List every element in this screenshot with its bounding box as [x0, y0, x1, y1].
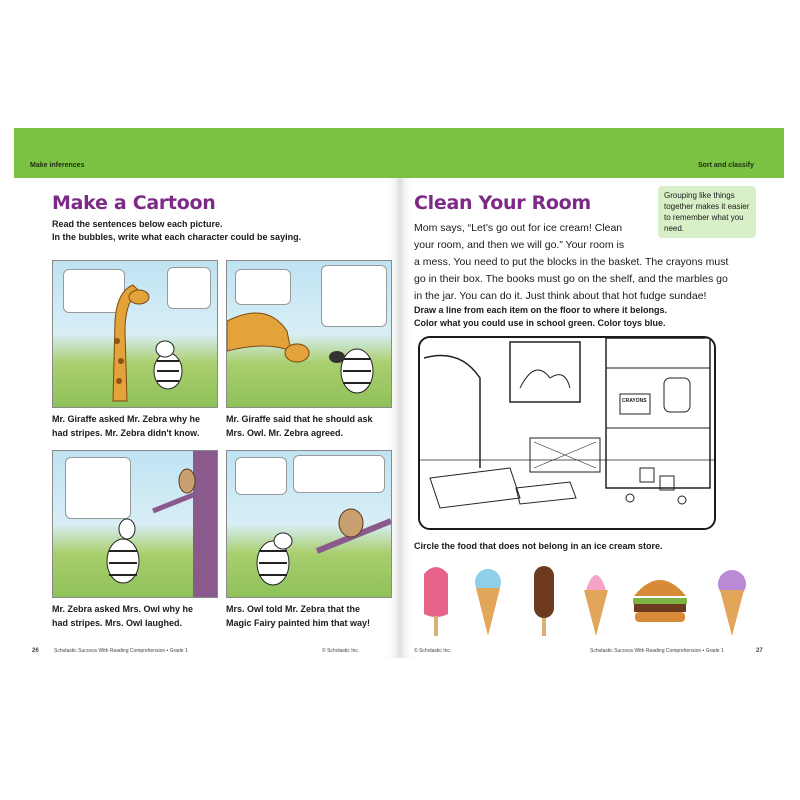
- caption-line: Mrs. Owl told Mr. Zebra that the: [226, 604, 361, 614]
- food-row: [416, 560, 766, 640]
- messy-room-illustration: [418, 336, 716, 530]
- chocolate-bar-icon: [524, 560, 564, 640]
- right-page-title: Clean Your Room: [414, 192, 591, 214]
- caption-line: Mr. Giraffe asked Mr. Zebra why he: [52, 414, 201, 424]
- popsicle-icon: [416, 560, 456, 640]
- zebra-owl-illustration: [53, 451, 217, 597]
- left-page-number: 26: [32, 648, 39, 654]
- instruction-line: In the bubbles, write what each character could be saying.: [52, 232, 302, 242]
- left-page: [14, 128, 400, 658]
- cartoon-panel-4: [226, 450, 392, 598]
- room-line-art: [420, 338, 714, 528]
- caption-panel-3: [52, 602, 220, 630]
- instruction-line: Color what you could use in school green. Color toys blue.: [414, 318, 666, 328]
- giraffe-zebra-illustration: [53, 261, 217, 407]
- instruction-line: Read the sentences below each picture.: [52, 219, 223, 229]
- left-section-label: Make inferences: [30, 162, 85, 169]
- instruction-line: Draw a line from each item on the floor to where it belongs.: [414, 305, 668, 315]
- right-copyright: © Scholastic Inc.: [414, 648, 452, 654]
- right-header-band: [400, 128, 784, 178]
- story-line: Mom says, “Let’s go out for ice cream! Clean: [414, 222, 623, 234]
- story-line: in the jar. You can do it. Just think about that hot fudge sundae!: [414, 290, 707, 302]
- left-footer-title: Scholastic Success With Reading Comprehension • Grade 1: [54, 648, 188, 654]
- right-page: [400, 128, 784, 658]
- food-prompt: Circle the food that does not belong in an ice cream store.: [414, 541, 663, 551]
- left-header-band: [14, 128, 400, 178]
- cartoon-panel-3: [52, 450, 218, 598]
- right-page-number: 27: [756, 648, 763, 654]
- caption-panel-2: [226, 412, 394, 440]
- caption-line: had stripes. Mr. Zebra didn't know.: [52, 428, 200, 438]
- caption-line: Mrs. Owl. Mr. Zebra agreed.: [226, 428, 344, 438]
- right-section-label: Sort and classify: [697, 162, 754, 169]
- caption-line: Mr. Zebra asked Mrs. Owl why he: [52, 604, 194, 614]
- right-footer-title: Scholastic Success With Reading Comprehension • Grade 1: [590, 648, 724, 654]
- soft-serve-cone-icon: [576, 560, 616, 640]
- left-instructions: [52, 218, 301, 244]
- crayon-box-label: CRAYONS: [622, 398, 647, 404]
- story-line: a mess. You need to put the blocks in the basket. The crayons must: [414, 256, 729, 268]
- caption-panel-4: [226, 602, 394, 630]
- hamburger-icon: [630, 560, 690, 640]
- left-copyright: © Scholastic Inc.: [322, 648, 360, 654]
- cartoon-panel-1: [52, 260, 218, 408]
- zebra-owl-illustration: [227, 451, 391, 597]
- cartoon-panel-2: [226, 260, 392, 408]
- caption-line: Mr. Giraffe said that he should ask: [226, 414, 373, 424]
- right-instructions: [414, 304, 667, 330]
- story-line: your room, and then we will go.” Your room is: [414, 239, 625, 251]
- tip-box: Grouping like things together makes it easier to remember what you need.: [658, 186, 756, 238]
- caption-panel-1: [52, 412, 220, 440]
- scoop-cone-icon: [712, 560, 752, 640]
- story-text: [414, 220, 730, 305]
- giraffe-zebra-illustration: [227, 261, 391, 407]
- caption-line: Magic Fairy painted him that way!: [226, 618, 371, 628]
- left-page-title: Make a Cartoon: [52, 192, 216, 214]
- caption-line: had stripes. Mrs. Owl laughed.: [52, 618, 183, 628]
- story-line: go in their box. The books must go on the shelf, and the marbles go: [414, 273, 728, 285]
- ice-cream-cone-icon: [468, 560, 508, 640]
